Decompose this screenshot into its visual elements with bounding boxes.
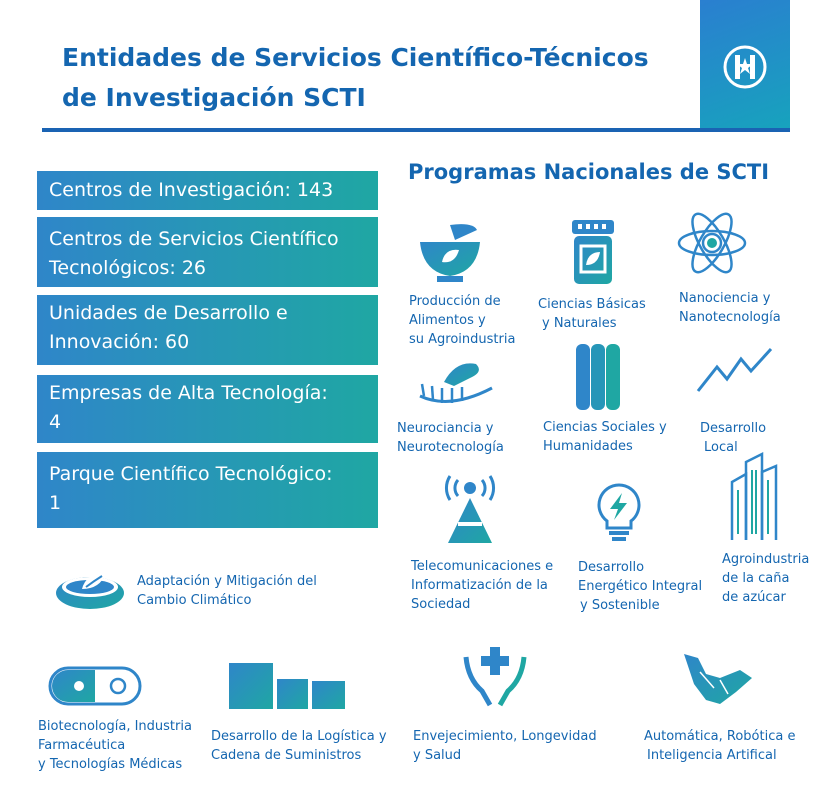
- program-alimentos: [409, 292, 515, 349]
- stat-value: 4: [49, 411, 62, 433]
- mortar-leaf-icon: [415, 220, 485, 285]
- label-line: y Naturales: [542, 316, 617, 331]
- page-title: [62, 38, 702, 118]
- robot-hand-icon: [680, 648, 756, 708]
- label-line: Inteligencia Artifical: [647, 748, 777, 763]
- label-line: Neurociancia y: [397, 421, 494, 436]
- stat-centros-servicios: [37, 217, 378, 287]
- program-ciencias-basicas: [538, 295, 646, 333]
- label-line: de azúcar: [722, 590, 786, 605]
- program-sociales: [543, 418, 667, 456]
- label-line: Nanotecnología: [679, 310, 781, 325]
- program-nanociencia: [679, 289, 781, 327]
- title-line-2: de Investigación SCTI: [62, 83, 366, 112]
- label-line: su Agroindustria: [409, 332, 516, 347]
- label-line: Agroindustria: [722, 552, 810, 567]
- label-line: Biotecnología, Industria: [38, 719, 192, 734]
- program-logistica: [211, 727, 387, 765]
- trend-line-icon: [695, 345, 775, 395]
- petri-leaf-icon: [52, 563, 130, 613]
- label-line: Local: [704, 440, 738, 455]
- jar-leaf-icon: [570, 218, 616, 286]
- buildings-icon: [728, 452, 780, 542]
- label-line: Nanociencia y: [679, 291, 771, 306]
- stat-unidades-desarrollo: [37, 295, 378, 365]
- stat-label: Parque Científico Tecnológico:: [49, 463, 333, 485]
- label-line: Automática, Robótica e: [644, 729, 796, 744]
- label-line: Telecomunicaciones e: [411, 559, 554, 574]
- stat-centros-investigacion: [37, 171, 378, 210]
- stat-label: Centros de Servicios Científico: [49, 228, 339, 250]
- header-divider: [42, 128, 790, 132]
- label-line: Cadena de Suministros: [211, 748, 362, 763]
- stat-value: Tecnológicos: 26: [49, 257, 207, 279]
- antenna-icon: [440, 470, 500, 545]
- program-envejecimiento: [413, 727, 597, 765]
- stat-label: Empresas de Alta Tecnología:: [49, 382, 328, 404]
- program-energetico: [578, 558, 702, 615]
- stat-value: Innovación: 60: [49, 331, 190, 353]
- program-robotica: [644, 727, 795, 765]
- title-line-1: Entidades de Servicios Científico-Técnicos: [62, 43, 649, 72]
- label-line: Ciencias Básicas: [538, 297, 646, 312]
- lightbulb-bolt-icon: [595, 482, 643, 544]
- label-line: Humanidades: [543, 439, 633, 454]
- label-line: Envejecimiento, Longevidad: [413, 729, 597, 744]
- label-line: y Tecnologías Médicas: [38, 757, 183, 772]
- programs-title: Programas Nacionales de SCTI: [408, 160, 770, 184]
- label-line: Producción de: [409, 294, 501, 309]
- label-line: Desarrollo: [700, 421, 767, 436]
- hand-neuron-icon: [410, 358, 495, 414]
- stat-label: Centros de Investigación: 143: [49, 179, 334, 201]
- label-line: Alimentos y: [409, 313, 486, 328]
- program-agroindustria: [722, 550, 809, 607]
- label-line: Sociedad: [411, 597, 471, 612]
- logo-panel: [700, 0, 790, 130]
- label-line: Farmacéutica: [38, 738, 126, 753]
- institution-logo-icon: [722, 44, 768, 90]
- label-line: Adaptación y Mitigación del: [137, 574, 317, 589]
- hands-cross-icon: [462, 643, 528, 707]
- label-line: Informatización de la: [411, 578, 548, 593]
- label-line: Desarrollo: [578, 560, 645, 575]
- stat-value: 1: [49, 492, 62, 514]
- program-neurociencia: [397, 419, 504, 457]
- label-line: Desarrollo de la Logística y: [211, 729, 387, 744]
- label-line: y Sostenible: [580, 598, 660, 613]
- label-line: Neurotecnología: [397, 440, 504, 455]
- program-clima: [137, 572, 317, 610]
- label-line: Energético Integral: [578, 579, 703, 594]
- program-telecom: [411, 557, 553, 614]
- label-line: Ciencias Sociales y: [543, 420, 667, 435]
- label-line: Cambio Climático: [137, 593, 252, 608]
- program-biotecnologia: [38, 717, 192, 774]
- stat-label: Unidades de Desarrollo e: [49, 302, 288, 324]
- stat-empresas-alta-tecnologia: [37, 375, 378, 443]
- stat-parque-cientifico: [37, 452, 378, 528]
- capsule-molecule-icon: [48, 666, 142, 706]
- book-pages-icon: [574, 342, 622, 412]
- atom-icon: [676, 207, 748, 279]
- boxes-icon: [229, 663, 347, 711]
- label-line: y Salud: [413, 748, 462, 763]
- label-line: de la caña: [722, 571, 790, 586]
